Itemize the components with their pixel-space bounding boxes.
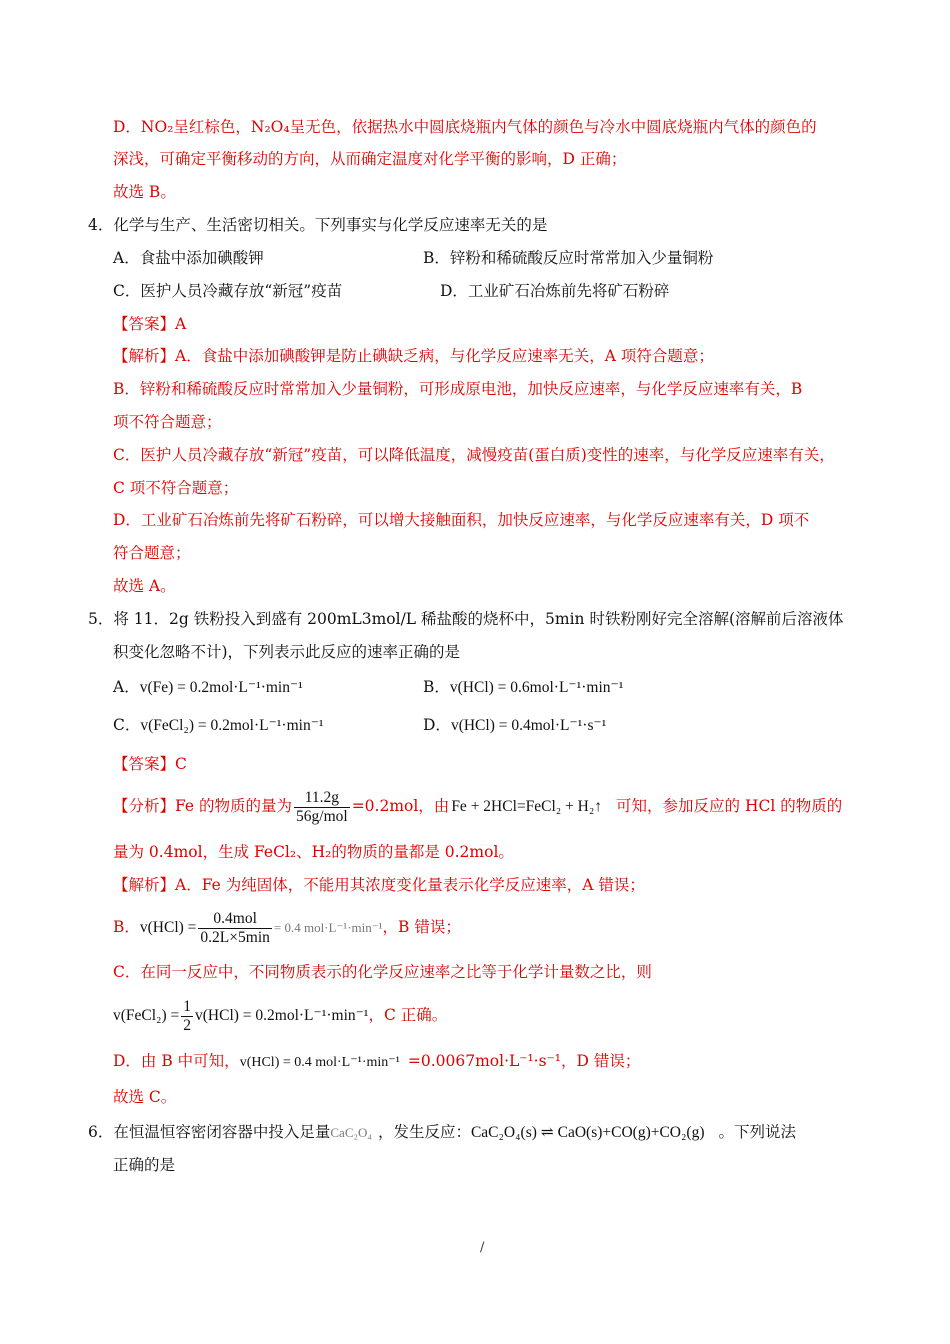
q4-option-d: D．工业矿石冶炼前先将矿石粉碎 — [440, 282, 670, 300]
q5-conclusion: 故选 C。 — [113, 1088, 177, 1106]
q3-conclusion: 故选 B。 — [113, 183, 176, 201]
q5-stem-cont: 积变化忽略不计)，下列表示此反应的速率正确的是 — [113, 643, 461, 661]
q5-option-a — [113, 676, 303, 699]
q5-jiexi-d-text: D．由 B 中可知， — [113, 1052, 240, 1070]
q5-fenxi-text: =0.2mol，由 — [351, 797, 450, 815]
fraction-denominator: 2 — [183, 1016, 191, 1034]
q4-analysis-line: C．医护人员冷藏存放“新冠”疫苗，可以降低温度，减慢疫苗(蛋白质)变性的速率，与化学反应速率有关， — [113, 446, 835, 464]
q5-fenxi-fraction — [294, 789, 350, 826]
q4-analysis-line: D．工业矿石冶炼前先将矿石粉碎，可以增大接触面积，加快反应速率，与化学反应速率有关，D 项不 — [113, 511, 810, 529]
q5-option-c — [113, 714, 324, 737]
q3-option-d-analysis: D．NO₂呈红棕色，N₂O₄呈无色，依据热水中圆底烧瓶内气体的颜色与冷水中圆底烧瓶内气体的颜色的 — [113, 118, 817, 136]
q4-analysis-line: 符合题意； — [113, 544, 191, 562]
q5-jiexi-c-formula-line — [113, 994, 447, 1037]
q6-stem-cont: 正确的是 — [113, 1156, 176, 1174]
q4-option-b: B．锌粉和稀硫酸反应时常常加入少量铜粉 — [423, 249, 714, 267]
fraction-numerator: 0.4mol — [198, 910, 271, 929]
q5-jiexi-d — [113, 1050, 640, 1074]
fraction-numerator: 1 — [183, 997, 191, 1015]
q5-jiexi-d-expr: v(HCl) = 0.4 mol·L⁻¹·min⁻¹ — [239, 1055, 400, 1070]
q6-stem — [88, 1121, 796, 1144]
q5-option-b-label: B． — [423, 678, 450, 696]
q5-fenxi-equation: Fe + 2HCl=FeCl₂ + H₂↑ — [451, 798, 603, 815]
q5-fenxi-cont: 量为 0.4mol，生成 FeCl₂、H₂的物质的量都是 0.2mol。 — [113, 843, 514, 861]
q5-option-d-formula: v(HCl) = 0.4mol·L⁻¹·s⁻¹ — [450, 717, 607, 734]
q4-analysis-line: 项不符合题意； — [113, 413, 222, 431]
q5-stem: 5．将 11．2g 铁粉投入到盛有 200mL3mol/L 稀盐酸的烧杯中，5min 时铁粉刚好完全溶解(溶解前后溶液体 — [88, 610, 844, 628]
q5-jiexi-b — [113, 906, 461, 949]
q5-jiexi-c-rhs: v(HCl) = 0.2mol·L⁻¹·min⁻¹ — [195, 1007, 369, 1024]
q5-option-c-formula: v(FeCl₂) = 0.2mol·L⁻¹·min⁻¹ — [140, 717, 324, 734]
q6-equation: CaC₂O₄(s) ⇌ CaO(s)+CO(g)+CO₂(g) — [470, 1124, 705, 1141]
q5-jiexi-b-label: B． — [113, 918, 140, 936]
fraction-numerator: 11.2g — [294, 789, 350, 808]
q4-stem: 4．化学与生产、生活密切相关。下列事实与化学反应速率无关的是 — [88, 216, 548, 234]
q5-answer: 【答案】C — [113, 755, 187, 773]
q5-option-a-formula: v(Fe) = 0.2mol·L⁻¹·min⁻¹ — [139, 679, 303, 696]
q5-jiexi-c: C．在同一反应中，不同物质表示的化学反应速率之比等于化学计量数之比，则 — [113, 963, 652, 981]
q4-conclusion: 故选 A。 — [113, 577, 176, 595]
q4-option-a: A．食盐中添加碘酸钾 — [113, 249, 264, 267]
q4-answer: 【答案】A — [113, 315, 187, 333]
q5-option-b — [423, 676, 623, 699]
q6-stem-text: ，发生反应： — [377, 1123, 471, 1141]
q5-option-c-label: C． — [113, 716, 141, 734]
q5-jiexi-a: 【解析】A．Fe 为纯固体，不能用其浓度变化量表示化学反应速率，A 错误； — [113, 876, 645, 894]
q4-analysis-line: 【解析】A．食盐中添加碘酸钾是防止碘缺乏病，与化学反应速率无关，A 项符合题意； — [113, 347, 714, 365]
q5-fenxi-text: 可知，参加反应的 HCl 的物质的 — [616, 797, 843, 815]
q5-jiexi-b-fraction — [198, 910, 271, 947]
q3-option-d-analysis-cont: 深浅，可确定平衡移动的方向，从而确定温度对化学平衡的影响，D 正确； — [113, 150, 627, 168]
q5-jiexi-c-fraction — [181, 998, 193, 1035]
page-footer-mark: / — [480, 1240, 485, 1255]
q6-stem-text: 。下列说法 — [718, 1123, 796, 1141]
q5-jiexi-c-lhs: v(FeCl₂) = — [113, 1007, 180, 1024]
q5-jiexi-b-end: ，B 错误； — [382, 918, 461, 936]
q5-jiexi-c-end: ，C 正确。 — [368, 1006, 448, 1024]
q6-stem-text: 6．在恒温恒容密闭容器中投入足量 — [88, 1123, 331, 1141]
q4-analysis-line: B．锌粉和稀硫酸反应时常常加入少量铜粉，可形成原电池，加快反应速率，与化学反应速率有关，B — [113, 380, 803, 398]
q5-jiexi-b-rhs: = 0.4 mol·L⁻¹·min⁻¹ — [273, 920, 383, 935]
q6-stem-formula: CaC₂O₄ — [330, 1125, 372, 1140]
fraction-denominator: 56g/mol — [296, 807, 348, 825]
q5-option-d-label: D． — [423, 716, 451, 734]
fraction-denominator: 0.2L×5min — [200, 928, 270, 946]
q4-analysis-line: C 项不符合题意； — [113, 479, 239, 497]
q5-jiexi-b-lhs: v(HCl) = — [139, 919, 197, 936]
q5-fenxi-text: 【分析】Fe 的物质的量为 — [113, 797, 293, 815]
q5-option-d — [423, 714, 606, 737]
q4-option-c: C．医护人员冷藏存放“新冠”疫苗 — [113, 282, 343, 300]
q5-jiexi-d-text: =0.0067mol·L⁻¹·s⁻¹，D 错误； — [407, 1052, 641, 1070]
q5-fenxi-line — [113, 786, 842, 827]
q5-option-b-formula: v(HCl) = 0.6mol·L⁻¹·min⁻¹ — [449, 679, 624, 696]
q5-option-a-label: A． — [113, 678, 140, 696]
